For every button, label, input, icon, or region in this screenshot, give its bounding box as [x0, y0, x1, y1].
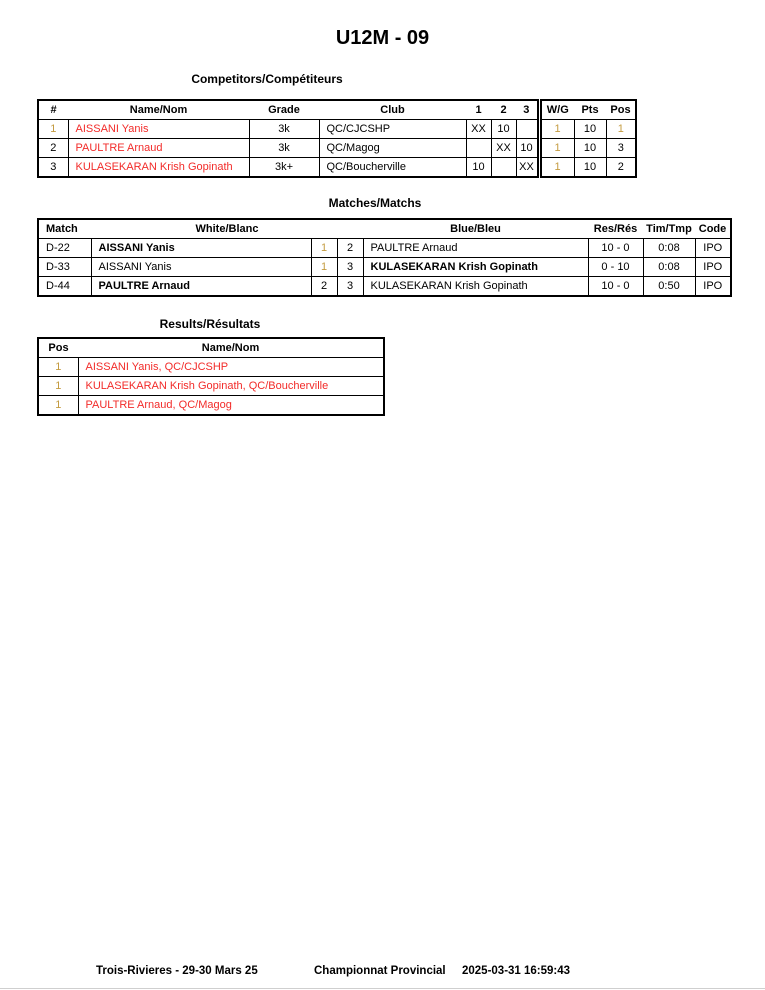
result-1-cell: [466, 139, 491, 158]
result-1-cell: 10: [466, 158, 491, 178]
wins-cell: 1: [539, 120, 574, 139]
club-cell: QC/Magog: [319, 139, 466, 158]
result-1-cell: XX: [466, 120, 491, 139]
result-2-cell: XX: [491, 139, 516, 158]
time-cell: 0:08: [643, 239, 695, 258]
competitors-col-r2: 2: [491, 100, 516, 120]
name-club-cell: PAULTRE Arnaud, QC/Magog: [78, 396, 384, 416]
code-cell: IPO: [695, 239, 731, 258]
matches-col-blue: Blue/Bleu: [363, 219, 588, 239]
matches-col-result: Res/Rés: [588, 219, 643, 239]
blue-number-cell: 2: [337, 239, 363, 258]
match-row: [38, 239, 731, 258]
club-cell: QC/Boucherville: [319, 158, 466, 178]
competitors-col-points: Pts: [574, 100, 606, 120]
matches-col-time: Tim/Tmp: [643, 219, 695, 239]
points-cell: 10: [574, 139, 606, 158]
match-row: [38, 258, 731, 277]
club-cell: QC/CJCSHP: [319, 120, 466, 139]
white-number-cell: 1: [311, 239, 337, 258]
white-number-cell: 1: [311, 258, 337, 277]
blue-name-cell: KULASEKARAN Krish Gopinath: [363, 277, 588, 297]
num-cell: 3: [38, 158, 68, 178]
competitors-col-r1: 1: [466, 100, 491, 120]
result-cell: 0 - 10: [588, 258, 643, 277]
results-table: [37, 337, 385, 416]
results-col-name: Name/Nom: [78, 338, 384, 358]
result-3-cell: XX: [516, 158, 539, 178]
competitor-row: [38, 139, 636, 158]
position-cell: 2: [606, 158, 636, 178]
result-2-cell: [491, 158, 516, 178]
white-name-cell: AISSANI Yanis: [91, 239, 311, 258]
results-heading: Results/Résultats: [159, 317, 261, 331]
result-2-cell: 10: [491, 120, 516, 139]
blue-name-cell: KULASEKARAN Krish Gopinath: [363, 258, 588, 277]
position-cell: 1: [38, 377, 78, 396]
matches-col-match: Match: [38, 219, 91, 239]
wins-cell: 1: [539, 158, 574, 178]
name-cell: AISSANI Yanis: [68, 120, 249, 139]
match-id-cell: D-44: [38, 277, 91, 297]
competitors-col-wins: W/G: [539, 100, 574, 120]
blue-number-cell: 3: [337, 258, 363, 277]
points-cell: 10: [574, 120, 606, 139]
competitors-col-grade: Grade: [249, 100, 319, 120]
name-cell: KULASEKARAN Krish Gopinath: [68, 158, 249, 178]
footer-location-date: Trois-Rivieres - 29-30 Mars 25: [96, 965, 258, 977]
white-name-cell: PAULTRE Arnaud: [91, 277, 311, 297]
result-row: [38, 358, 384, 377]
name-cell: PAULTRE Arnaud: [68, 139, 249, 158]
points-cell: 10: [574, 158, 606, 178]
competitors-col-name: Name/Nom: [68, 100, 249, 120]
grade-cell: 3k+: [249, 158, 319, 178]
matches-col-white: White/Blanc: [91, 219, 363, 239]
position-cell: 3: [606, 139, 636, 158]
match-id-cell: D-22: [38, 239, 91, 258]
competitor-row: [38, 158, 636, 178]
white-number-cell: 2: [311, 277, 337, 297]
num-cell: 1: [38, 120, 68, 139]
competitors-header-row: [38, 100, 636, 120]
result-row: [38, 377, 384, 396]
competitors-col-num: #: [38, 100, 68, 120]
grade-cell: 3k: [249, 120, 319, 139]
competitors-col-club: Club: [319, 100, 466, 120]
time-cell: 0:08: [643, 258, 695, 277]
results-header-row: [38, 338, 384, 358]
match-row: [38, 277, 731, 297]
results-col-position: Pos: [38, 338, 78, 358]
code-cell: IPO: [695, 258, 731, 277]
name-club-cell: KULASEKARAN Krish Gopinath, QC/Boucherville: [78, 377, 384, 396]
matches-header-row: [38, 219, 731, 239]
competitor-row: [38, 120, 636, 139]
result-3-cell: 10: [516, 139, 539, 158]
matches-table: [37, 218, 732, 297]
matches-heading: Matches/Matchs: [328, 196, 422, 210]
result-cell: 10 - 0: [588, 277, 643, 297]
matches-col-code: Code: [695, 219, 731, 239]
footer-timestamp: 2025-03-31 16:59:43: [462, 965, 571, 977]
result-cell: 10 - 0: [588, 239, 643, 258]
page-bottom-edge: [0, 988, 765, 989]
result-3-cell: [516, 120, 539, 139]
blue-number-cell: 3: [337, 277, 363, 297]
time-cell: 0:50: [643, 277, 695, 297]
competitors-table: [37, 99, 637, 178]
position-cell: 1: [38, 358, 78, 377]
page-title: U12M - 09: [335, 27, 430, 49]
white-name-cell: AISSANI Yanis: [91, 258, 311, 277]
competitors-col-r3: 3: [516, 100, 539, 120]
grade-cell: 3k: [249, 139, 319, 158]
position-cell: 1: [38, 396, 78, 416]
num-cell: 2: [38, 139, 68, 158]
wins-cell: 1: [539, 139, 574, 158]
footer-event-name: Championnat Provincial: [314, 965, 446, 977]
result-row: [38, 396, 384, 416]
code-cell: IPO: [695, 277, 731, 297]
blue-name-cell: PAULTRE Arnaud: [363, 239, 588, 258]
position-cell: 1: [606, 120, 636, 139]
competitors-heading: Competitors/Compétiteurs: [191, 72, 343, 86]
match-id-cell: D-33: [38, 258, 91, 277]
name-club-cell: AISSANI Yanis, QC/CJCSHP: [78, 358, 384, 377]
competitors-col-position: Pos: [606, 100, 636, 120]
